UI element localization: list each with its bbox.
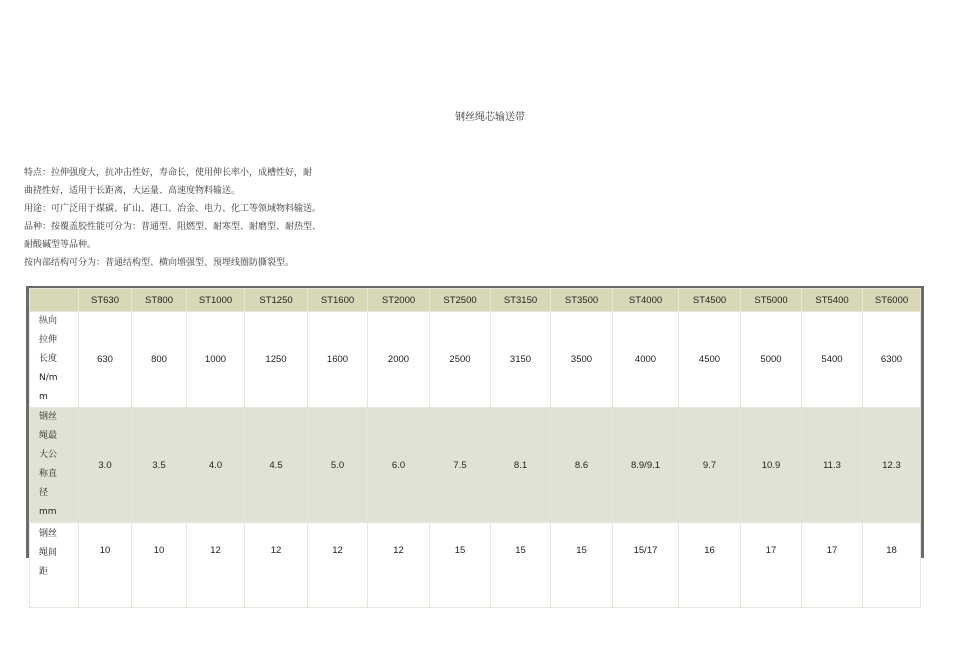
table-row (30, 523, 921, 608)
header-cell: ST800 (132, 289, 187, 312)
table-cell: 15 (430, 523, 491, 608)
row-label-line: 拉伸 (39, 335, 58, 345)
intro-line: 曲挠性好，适用于长距离，大运量、高速度物料输送。 (24, 186, 241, 196)
table-cell: 10 (79, 523, 132, 608)
table-cell: 15 (551, 523, 613, 608)
table-cell: 12 (245, 523, 308, 608)
header-cell: ST3150 (491, 289, 551, 312)
header-cell: ST630 (79, 289, 132, 312)
intro-line: 品种：按覆盖胶性能可分为：普通型、阻燃型、耐寒型、耐磨型、耐热型、 (24, 222, 322, 232)
table-cell: 12.3 (863, 408, 921, 523)
row-label-line: 距 (39, 567, 49, 577)
table-cell: 3500 (551, 312, 613, 408)
row-label (30, 312, 79, 408)
header-cell: ST2000 (368, 289, 430, 312)
table-cell: 630 (79, 312, 132, 408)
table-cell: 11.3 (802, 408, 863, 523)
spec-table (29, 288, 921, 608)
table-cell: 10.9 (741, 408, 802, 523)
table-cell: 18 (863, 523, 921, 608)
intro-text (24, 164, 354, 272)
header-cell: ST4500 (679, 289, 741, 312)
table-cell: 12 (368, 523, 430, 608)
table-cell: 12 (187, 523, 245, 608)
table-cell: 4000 (613, 312, 679, 408)
header-cell: ST1250 (245, 289, 308, 312)
table-cell: 15/17 (613, 523, 679, 608)
row-label-line: 绳间 (39, 548, 58, 558)
table-cell: 8.1 (491, 408, 551, 523)
table-cell: 6300 (863, 312, 921, 408)
header-cell: ST1000 (187, 289, 245, 312)
intro-line: 耐酸碱型等品种。 (24, 240, 97, 250)
header-row (30, 289, 921, 312)
table-cell: 4500 (679, 312, 741, 408)
row-label-line: 纵向 (39, 316, 58, 326)
intro-line: 按内部结构可分为：普通结构型、横向增强型、预埋线圈防撕裂型。 (24, 258, 295, 268)
table-cell: 2000 (368, 312, 430, 408)
page-title: 钢丝绳芯输送带 (455, 112, 525, 123)
table-cell: 17 (802, 523, 863, 608)
header-cell: ST2500 (430, 289, 491, 312)
table-cell: 8.6 (551, 408, 613, 523)
table-cell: 1250 (245, 312, 308, 408)
row-label (30, 408, 79, 523)
row-label-line: N/m (39, 373, 58, 383)
row-label-line: 大公 (39, 450, 58, 460)
row-label-line: 钢丝 (39, 529, 58, 539)
table-cell: 5400 (802, 312, 863, 408)
table-row (30, 408, 921, 523)
table-cell: 10 (132, 523, 187, 608)
table-cell: 15 (491, 523, 551, 608)
spec-table-container (26, 286, 924, 577)
table-cell: 5.0 (308, 408, 368, 523)
row-label-line: 钢丝 (39, 412, 58, 422)
row-label-line: m (39, 392, 48, 402)
table-cell: 2500 (430, 312, 491, 408)
table-cell: 1600 (308, 312, 368, 408)
row-label-line: 长度 (39, 354, 58, 364)
table-row (30, 312, 921, 408)
table-cell: 3.0 (79, 408, 132, 523)
header-cell: ST5000 (741, 289, 802, 312)
table-cell: 1000 (187, 312, 245, 408)
header-cell: ST1600 (308, 289, 368, 312)
header-cell: ST5400 (802, 289, 863, 312)
table-cell: 7.5 (430, 408, 491, 523)
table-cell: 3.5 (132, 408, 187, 523)
header-cell-empty (30, 289, 79, 312)
row-label (30, 523, 79, 608)
table-cell: 4.0 (187, 408, 245, 523)
table-cell: 12 (308, 523, 368, 608)
header-cell: ST6000 (863, 289, 921, 312)
intro-line: 特点：拉伸强度大，抗冲击性好，寿命长，使用伸长率小，成槽性好，耐 (24, 168, 313, 178)
table-cell: 5000 (741, 312, 802, 408)
row-label-line: mm (39, 507, 57, 517)
table-cell: 17 (741, 523, 802, 608)
table-cell: 16 (679, 523, 741, 608)
row-label-line: 称直 (39, 469, 58, 479)
intro-line: 用途：可广泛用于煤碳、矿山、港口、冶金、电力、化工等领域物料输送。 (24, 204, 322, 214)
table-cell: 9.7 (679, 408, 741, 523)
table-cell: 4.5 (245, 408, 308, 523)
table-cell: 6.0 (368, 408, 430, 523)
row-label-line: 径 (39, 488, 49, 498)
table-cell: 8.9/9.1 (613, 408, 679, 523)
table-cell: 3150 (491, 312, 551, 408)
row-label-line: 绳最 (39, 431, 58, 441)
header-cell: ST3500 (551, 289, 613, 312)
table-cell: 800 (132, 312, 187, 408)
header-cell: ST4000 (613, 289, 679, 312)
